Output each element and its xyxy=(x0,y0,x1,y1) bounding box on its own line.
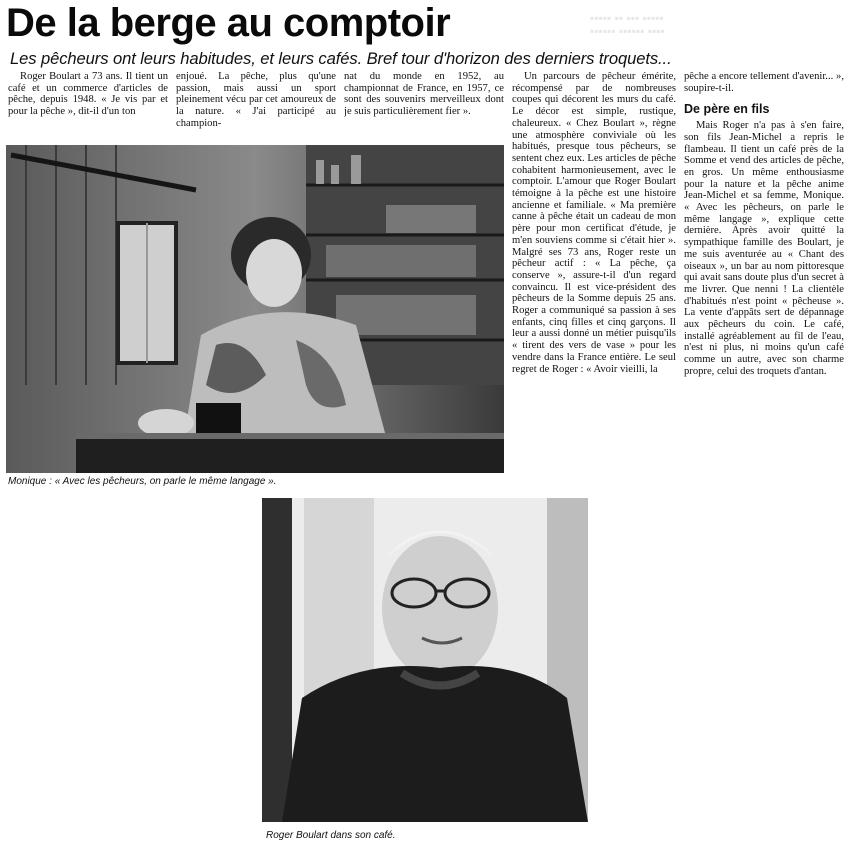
paragraph: Roger Boulart a 73 ans. Il tient un café et un commerce d'articles de pêche, depuis 1948. « Je vis par et pour la pêche », dit-il d'un ton xyxy=(8,71,168,118)
photo-portrait xyxy=(262,498,588,822)
column-3 xyxy=(344,71,504,143)
headline: De la berge au comptoir xyxy=(6,1,451,45)
photo-portrait-image xyxy=(262,498,588,822)
photo-bar-interior-image xyxy=(6,145,504,473)
photo-bar-interior xyxy=(6,145,504,473)
column-2 xyxy=(176,71,336,143)
column-5 xyxy=(684,71,844,487)
paragraph: Un parcours de pêcheur émérite, récompensé par de nombreuses coupes qui décorent les murs du café. Le décor est simple, rustique, chaleureux. « Chez Boulart », règne une atmosphère conviviale où les habitués, presque tous pêcheurs, se sentent chez eux. Les articles de pêche cohabitent harmonieusement, avec le comptoir. L'amour que Roger Boulart témoigne à la pêche est une histoire ancienne et familiale. « Ma première canne à pêche était un cadeau de mon père pour mon certificat d'étude, je m'en souviens comme si c'était hier ». Malgré ses 73 ans, Roger reste un pêcheur actif : « La pêche, ça conserve », assure-t-il d'un regard convaincu. Il est vice-président des pêcheurs de la Somme depuis 25 ans. Roger a communiqué sa passion à ses enfants, cinq filles et cinq garçons. Il leur a aussi donné un métier puisqu'ils « tirent des vers de vase » pour les vendre dans la France entière. Le seul regret de Roger : « Avoir vieilli, la xyxy=(512,71,676,375)
column-4 xyxy=(512,71,676,487)
paragraph: enjoué. La pêche, plus qu'une passion, mais aussi un sport pleinement vécu par cet amoureux de la nature. « J'ai participé au champion- xyxy=(176,71,336,129)
paragraph: Mais Roger n'a pas à s'en faire, son fils Jean-Michel a repris le flambeau. Il tient un café près de la Somme et vend des articles de pêche, en gros. Un même enthousiasme pour la nature et la pêche anime Jean-Michel et sa femme, Monique. « Avec les pêcheurs, on parle le même langage », explique cette dernière. Après avoir quitté la sympathique famille des Boulart, je me suis aventurée au « Chant des oiseaux », un bar au nom pittoresque qui avait sans doute plus d'un secret à me livrer. Que nenni ! La clientèle d'habitués n'est point « pêcheuse ». La vente d'appâts sert de dépannage aux pêcheurs du coin. Le café, installé agréablement au fil de l'eau, n'est ni plus, ni moins qu'un café comme un autre, avec son charme propre, celui des troquets d'antan. xyxy=(684,120,844,377)
photo-caption: Monique : « Avec les pêcheurs, on parle le même langage ». xyxy=(8,476,277,487)
paragraph: nat du monde en 1952, au championnat de France, en 1957, ce sont des souvenirs merveilleux dont je suis particulièrement fier ». xyxy=(344,71,504,118)
paragraph: pêche a encore tellement d'avenir... », soupire-t-il. xyxy=(684,71,844,94)
deck: Les pêcheurs ont leurs habitudes, et leurs cafés. Bref tour d'horizon des derniers troquets... xyxy=(10,49,672,68)
bleed-through-text: ▪▪▪▪▪ ▪▪ ▪▪▪ ▪▪▪▪▪ ▪▪▪▪▪▪ ▪▪▪▪▪▪ ▪▪▪▪ xyxy=(590,11,665,38)
section-subhead: De père en fils xyxy=(684,102,770,117)
column-1 xyxy=(8,71,168,143)
photo-caption: Roger Boulart dans son café. xyxy=(266,830,396,841)
